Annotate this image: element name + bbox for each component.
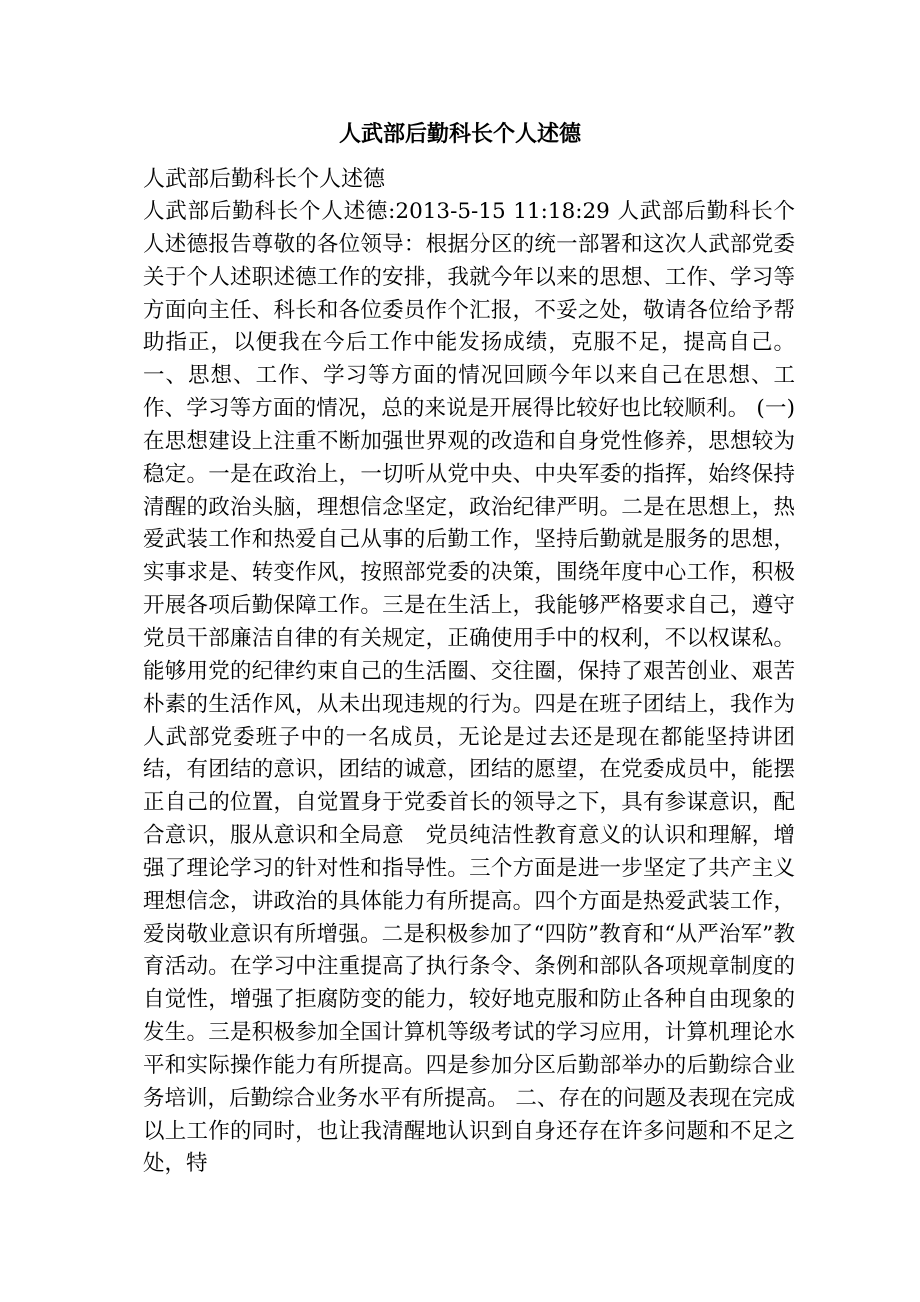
document-title: 人武部后勤科长个人述德: [338, 121, 581, 147]
document-body-paragraph: 人武部后勤科长个人述德:2013-5-15 11:18:29 人武部后勤科长个人述德报告尊敬的各位领导：根据分区的统一部署和这次人武部党委关于个人述职述德工作的安排，我就今年以来的思想、工作、学习等方面向主任、科长和各位委员作个汇报，不妥之处，敬请各位给予帮助指正，以便我在今后工作中能发扬成绩，克服不足，提高自己。一、思想、工作、学习等方面的情况回顾今年以来自己在思想、工作、学习等方面的情况，总的来说是开展得比较好也比较顺利。 (一)在思想建设上注重不断加强世界观的改造和自身党性修养，思想较为稳定。一是在政治上，一切听从党中央、中央军委的指挥，始终保持清醒的政治头脑，理想信念坚定，政治纪律严明。二是在思想上，热爱武装工作和热爱自己从事的后勤工作，坚持后勤就是服务的思想，实事求是、转变作风，按照部党委的决策，围绕年度中心工作，积极开展各项后勤保障工作。三是在生活上，我能够严格要求自己，遵守党员干部廉洁自律的有关规定，正确使用手中的权利，不以权谋私。能够用党的纪律约束自己的生活圈、交往圈，保持了艰苦创业、艰苦朴素的生活作风，从未出现违规的行为。四是在班子团结上，我作为人武部党委班子中的一名成员，无论是过去还是现在都能坚持讲团结，有团结的意识，团结的诚意，团结的愿望，在党委成员中，能摆正自己的位置，自觉置身于党委首长的领导之下，具有参谋意识，配合意识，服从意识和全局意 党员纯洁性教育意义的认识和理解，增强了理论学习的针对性和指导性。三个方面是进一步坚定了共产主义理想信念，讲政治的具体能力有所提高。四个方面是热爱武装工作，爱岗敬业意识有所增强。二是积极参加了“四防”教育和“从严治军”教育活动。在学习中注重提高了执行条令、条例和部队各项规章制度的自觉性，增强了拒腐防变的能力，较好地克服和防止各种自由现象的发生。三是积极参加全国计算机等级考试的学习应用，计算机理论水平和实际操作能力有所提高。四是参加分区后勤部举办的后勤综合业务培训，后勤综合业务水平有所提高。 二、存在的问题及表现在完成以上工作的同时，也让我清醒地认识到自身还存在许多问题和不足之处，特: [143, 199, 795, 1177]
document-subtitle: 人武部后勤科长个人述德: [143, 167, 386, 192]
